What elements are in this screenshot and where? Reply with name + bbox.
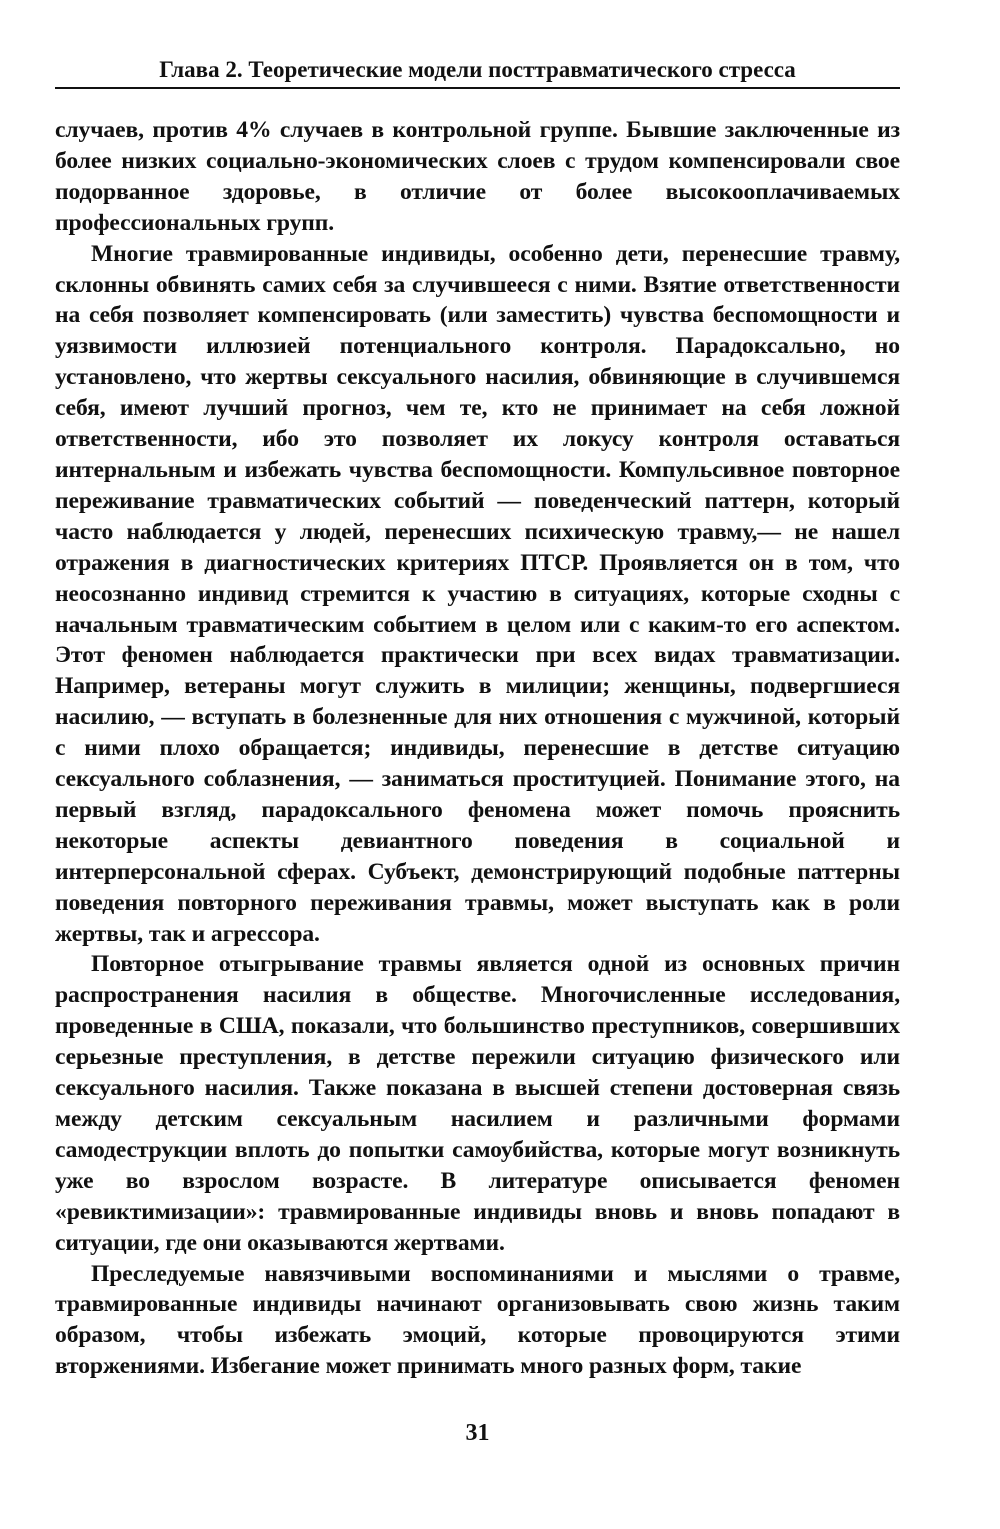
paragraph-2: Многие травмированные индивиды, особенно дети, перенесшие травму, склонны обвинять самих себя за случившееся с ними. Взятие ответственности на себя позволяет компенсировать (или заместить) чувства беспомощности и уязвимости иллюзией потенциального контроля. Парадоксально, но установлено, что жертвы сексуального насилия, обвиняющие в случившемся себя, имеют лучший прогноз, чем те, кто не принимает на себя ложной ответственности, ибо это позволяет их локусу контроля оставаться интернальным и избежать чувства беспомощности. Компульсивное повторное переживание травматических событий — поведенческий паттерн, который часто наблюдается у людей, перенесших психическую травму,— не нашел отражения в диагностических критериях ПТСР. Проявляется он в том, что неосознанно индивид стремится к участию в ситуациях, которые сходны с начальным травматическим событием в целом или с каким-то его аспектом. Этот феномен наблюдается практически при всех видах травматизации. Например, ветераны могут служить в милиции; женщины, подвергшиеся насилию, — вступать в болезненные для них отношения с мужчиной, который с ними плохо обращается; индивиды, перенесшие в детстве ситуацию сексуального соблазнения, — заниматься проституцией. Понимание этого, на первый взгляд, парадоксального феномена может помочь прояснить некоторые аспекты девиантного поведения в социальной и интерперсональной сферах. Субъект, демонстрирующий подобные паттерны поведения повторного переживания травмы, может выступать как в роли жертвы, так и агрессора.	[55, 240, 900, 947]
body-text	[55, 115, 900, 1382]
paragraph-4: Преследуемые навязчивыми воспоминаниями и мыслями о травме, травмированные индивиды начинают организовывать свою жизнь таким образом, чтобы избежать эмоций, которые провоцируются этими вторжениями. Избегание может принимать много разных форм, такие	[55, 1260, 900, 1380]
header-rule	[55, 87, 900, 89]
paragraph-1: случаев, против 4% случаев в контрольной группе. Бывшие заключенные из более низких социально-экономических слоев с трудом компенсировали свое подорванное здоровье, в отличие от более высокооплачиваемых профессиональных групп.	[55, 117, 900, 236]
running-head: Глава 2. Теоретические модели посттравматического стресса	[159, 57, 796, 82]
paragraph-3: Повторное отыгрывание травмы является одной из основных причин распространения насилия в обществе. Многочисленные исследования, проведенные в США, показали, что большинство преступников, совершивших серьезные преступления, в детстве пережили ситуацию физического или сексуального насилия. Также показана в высшей степени достоверная связь между детским сексуальным насилием и различными формами самодеструкции вплоть до попытки самоубийства, которые могут возникнуть уже во взрослом возрасте. В литературе описывается феномен «ревиктимизации»: травмированные индивиды вновь и вновь попадают в ситуации, где они оказываются жертвами.	[55, 951, 900, 1256]
page-number: 31	[465, 1420, 490, 1446]
